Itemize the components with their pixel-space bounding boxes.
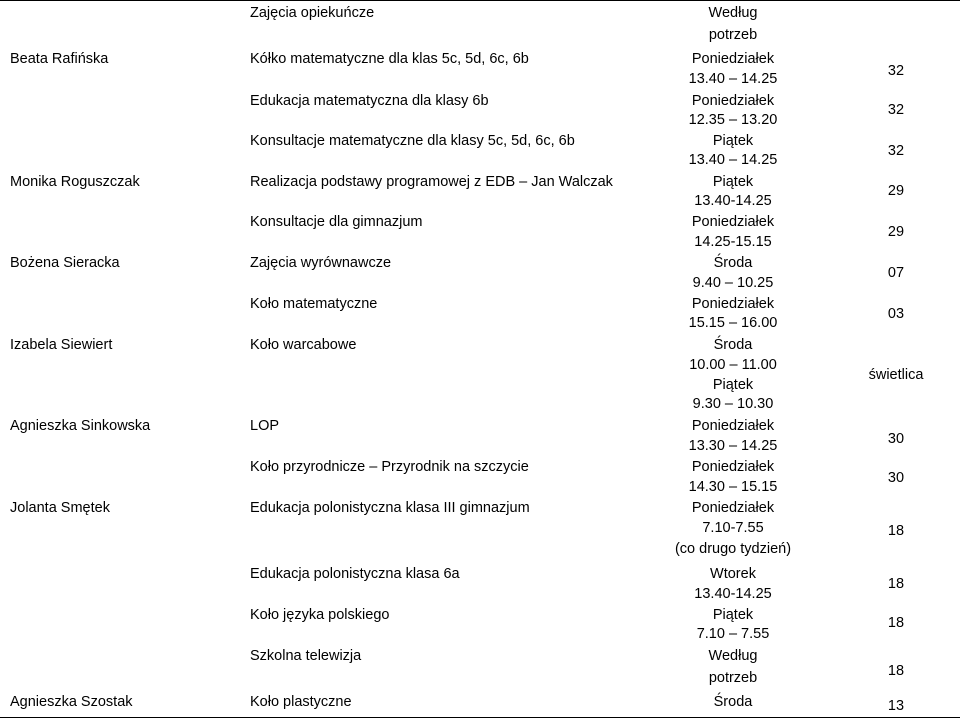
time-text: Według xyxy=(708,648,758,664)
time-text: potrzeb xyxy=(708,27,758,43)
table-top-border xyxy=(0,0,960,1)
room-number: 32 xyxy=(887,63,905,79)
room-number: 18 xyxy=(887,615,905,631)
time-text: Piątek xyxy=(712,133,754,149)
room-number: 30 xyxy=(887,431,905,447)
time-text: 7.10 – 7.55 xyxy=(696,626,770,642)
room-number: 29 xyxy=(887,183,905,199)
time-text: 14.25-15.15 xyxy=(694,234,772,250)
time-text: Piątek xyxy=(712,607,754,623)
time-text: 9.30 – 10.30 xyxy=(692,396,774,412)
room-number: 18 xyxy=(887,523,905,539)
room-number: 18 xyxy=(887,663,905,679)
room-number: 29 xyxy=(887,224,905,240)
room-number: 03 xyxy=(887,306,905,322)
teacher-name: Bożena Sieracka xyxy=(10,255,120,271)
time-text: Środa xyxy=(713,337,753,353)
teacher-name: Beata Rafińska xyxy=(10,51,109,67)
room-number: 13 xyxy=(887,698,905,714)
time-text: Poniedziałek xyxy=(691,93,775,109)
activity-name: Kółko matematyczne dla klas 5c, 5d, 6c, 6b xyxy=(250,51,529,67)
time-text: 13.30 – 14.25 xyxy=(688,438,778,454)
teacher-name: Agnieszka Sinkowska xyxy=(10,418,151,434)
time-text: 13.40 – 14.25 xyxy=(688,152,778,168)
time-text: 10.00 – 11.00 xyxy=(689,357,777,373)
time-text: Wtorek xyxy=(710,566,756,582)
time-text: (co drugo tydzień) xyxy=(674,541,792,557)
room-number: 07 xyxy=(887,265,905,281)
time-text: 13.40 – 14.25 xyxy=(688,71,778,87)
time-text: 13.40-14.25 xyxy=(694,193,772,209)
time-text: Poniedziałek xyxy=(691,51,775,67)
activity-name: Zajęcia opiekuńcze xyxy=(250,5,375,21)
activity-name: Realizacja podstawy programowej z EDB – Jan Walczak xyxy=(250,174,613,190)
time-text: Poniedziałek xyxy=(691,418,775,434)
activity-name: Konsultacje dla gimnazjum xyxy=(250,214,423,230)
activity-name: Konsultacje matematyczne dla klasy 5c, 5d, 6c, 6b xyxy=(250,133,575,149)
time-text: 13.40-14.25 xyxy=(694,586,772,602)
activity-name: Koło plastyczne xyxy=(250,694,352,710)
room-number: 32 xyxy=(887,102,905,118)
teacher-name: Agnieszka Szostak xyxy=(10,694,133,710)
activity-name: Koło warcabowe xyxy=(250,337,357,353)
activity-name: Koło języka polskiego xyxy=(250,607,390,623)
teacher-name: Monika Roguszczak xyxy=(10,174,140,190)
room-number: 30 xyxy=(887,470,905,486)
time-text: Poniedziałek xyxy=(691,296,775,312)
time-text: 14.30 – 15.15 xyxy=(688,479,778,495)
time-text: 15.15 – 16.00 xyxy=(688,315,778,331)
time-text: Poniedziałek xyxy=(691,500,775,516)
activity-name: Edukacja polonistyczna klasa 6a xyxy=(250,566,460,582)
time-text: 7.10-7.55 xyxy=(702,520,764,536)
room-number: 32 xyxy=(887,143,905,159)
time-text: Poniedziałek xyxy=(691,459,775,475)
time-text: Piątek xyxy=(712,174,754,190)
time-text: Środa xyxy=(713,694,753,710)
activity-name: Edukacja matematyczna dla klasy 6b xyxy=(250,93,489,109)
teacher-name: Jolanta Smętek xyxy=(10,500,110,516)
room-number: świetlica xyxy=(868,367,924,383)
activity-name: Szkolna telewizja xyxy=(250,648,362,664)
table-bottom-border xyxy=(0,717,960,718)
teacher-name: Izabela Siewiert xyxy=(10,337,113,353)
time-text: Według xyxy=(708,5,758,21)
time-text: potrzeb xyxy=(708,670,758,686)
activity-name: Edukacja polonistyczna klasa III gimnazjum xyxy=(250,500,530,516)
activity-name: Zajęcia wyrównawcze xyxy=(250,255,392,271)
time-text: 12.35 – 13.20 xyxy=(688,112,778,128)
time-text: 9.40 – 10.25 xyxy=(692,275,774,291)
activity-name: LOP xyxy=(250,418,280,434)
activity-name: Koło matematyczne xyxy=(250,296,378,312)
activity-name: Koło przyrodnicze – Przyrodnik na szczycie xyxy=(250,459,529,475)
time-text: Piątek xyxy=(712,377,754,393)
room-number: 18 xyxy=(887,576,905,592)
time-text: Poniedziałek xyxy=(691,214,775,230)
time-text: Środa xyxy=(713,255,753,271)
